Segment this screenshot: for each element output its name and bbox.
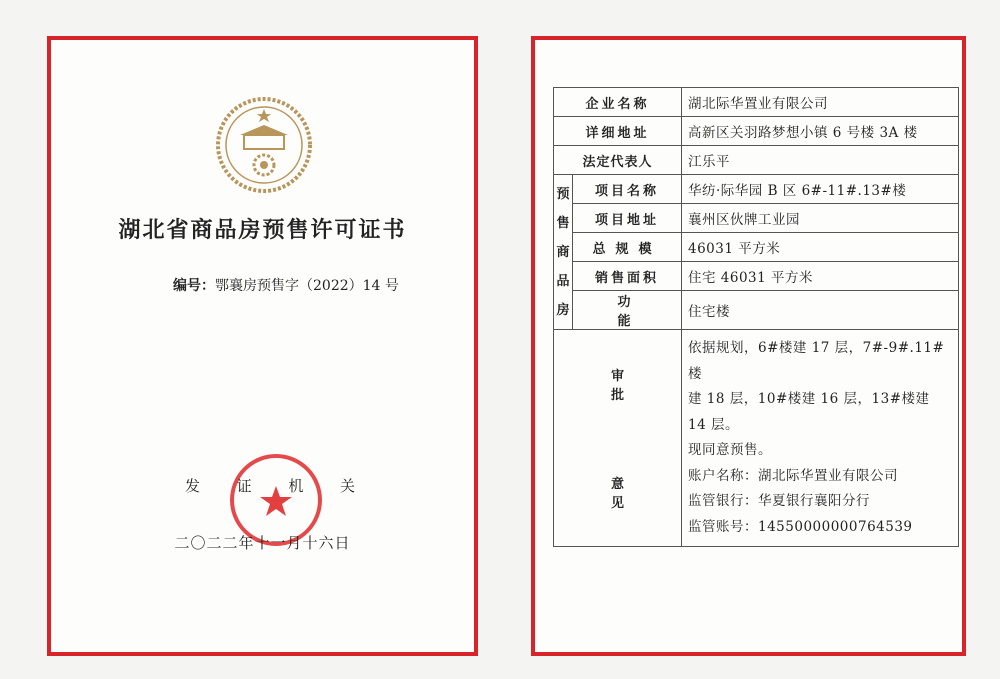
approval-line: 账户名称：湖北际华置业有限公司 xyxy=(688,467,898,484)
issue-date: 二〇二二年十一月十六日 xyxy=(174,534,351,552)
table-row xyxy=(554,175,959,204)
table-row xyxy=(554,262,959,291)
approval-label-cell xyxy=(554,330,682,547)
legal-rep-label: 法定代表人 xyxy=(554,146,682,175)
issuer-char: 关 xyxy=(339,477,355,495)
address-value: 高新区关羽路梦想小镇 6 号楼 3A 楼 xyxy=(682,117,959,146)
right-details-page xyxy=(531,36,966,656)
certificate-number xyxy=(173,275,399,295)
approval-line: 依据规划，6#楼建 17 层，7#-9#.11#楼 xyxy=(688,340,945,382)
address-label: 详细地址 xyxy=(554,117,682,146)
presale-group-label xyxy=(554,175,573,330)
info-table xyxy=(553,87,959,547)
issuer-char: 发 xyxy=(185,477,201,495)
project-address-value: 襄州区伙牌工业园 xyxy=(682,204,959,233)
group-char: 预 xyxy=(556,186,570,202)
approval-line: 监管银行：华夏银行襄阳分行 xyxy=(688,493,870,509)
approval-line: 监管账号：14550000000764539 xyxy=(688,518,913,535)
group-char: 售 xyxy=(556,215,570,231)
legal-rep-value: 江乐平 xyxy=(682,146,959,175)
number-value: 鄂襄房预售字（2022）14 号 xyxy=(215,278,399,294)
table-row xyxy=(554,88,959,117)
project-name-label: 项目名称 xyxy=(573,175,682,204)
issuer-char: 机 xyxy=(288,477,304,495)
number-label: 编号： xyxy=(173,278,215,294)
approval-content xyxy=(682,330,959,547)
issuing-authority xyxy=(185,475,355,496)
national-emblem-icon xyxy=(214,95,314,195)
group-char: 商 xyxy=(556,244,570,260)
group-char: 房 xyxy=(556,302,570,318)
sales-area-value: 住宅 46031 平方米 xyxy=(682,262,959,291)
approval-line: 建 18 层，10#楼建 16 层，13#楼建 14 层。 xyxy=(688,391,930,433)
issuer-char: 证 xyxy=(236,477,252,495)
table-row xyxy=(554,204,959,233)
approval-line: 现同意预售。 xyxy=(688,442,772,458)
function-label: 功能 xyxy=(573,291,682,330)
project-address-label: 项目地址 xyxy=(573,204,682,233)
certificate-title: 湖北省商品房预售许可证书 xyxy=(118,218,407,243)
project-name-value: 华纺·际华园 B 区 6#-11#.13#楼 xyxy=(682,175,959,204)
approval-label-top: 审批 xyxy=(610,369,668,403)
table-row xyxy=(554,117,959,146)
sales-area-label: 销售面积 xyxy=(573,262,682,291)
total-scale-value: 46031 平方米 xyxy=(682,233,959,262)
function-value: 住宅楼 xyxy=(682,291,959,330)
company-value: 湖北际华置业有限公司 xyxy=(682,88,959,117)
total-scale-label: 总规模 xyxy=(573,233,682,262)
table-row xyxy=(554,233,959,262)
left-certificate-page xyxy=(47,36,478,656)
approval-label-bottom: 意见 xyxy=(610,477,668,511)
table-row xyxy=(554,330,959,547)
group-char: 品 xyxy=(556,273,570,289)
company-label: 企业名称 xyxy=(554,88,682,117)
table-row xyxy=(554,146,959,175)
